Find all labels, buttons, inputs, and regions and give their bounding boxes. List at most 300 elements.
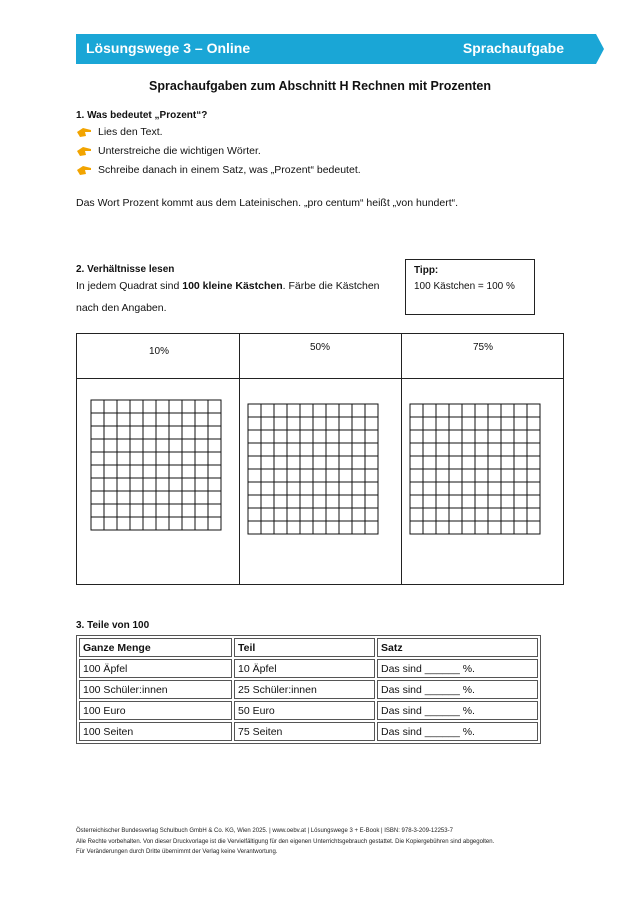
grid-cell[interactable] <box>143 439 156 452</box>
grid-cell[interactable] <box>514 521 527 534</box>
hundred-square-grid-3[interactable] <box>409 403 542 536</box>
grid-cell[interactable] <box>352 430 365 443</box>
grid-cell[interactable] <box>501 495 514 508</box>
grid-cell[interactable] <box>182 439 195 452</box>
hundred-square-grid-2[interactable] <box>247 403 380 536</box>
grid-cell[interactable] <box>248 482 261 495</box>
grid-cell[interactable] <box>501 417 514 430</box>
grid-cell[interactable] <box>514 482 527 495</box>
grid-cell[interactable] <box>527 495 540 508</box>
grid-cell[interactable] <box>436 456 449 469</box>
grid-cell[interactable] <box>195 426 208 439</box>
grid-cell[interactable] <box>352 456 365 469</box>
grid-cell[interactable] <box>313 443 326 456</box>
grid-cell[interactable] <box>436 443 449 456</box>
grid-cell[interactable] <box>130 400 143 413</box>
grid-cell[interactable] <box>104 400 117 413</box>
grid-cell[interactable] <box>501 443 514 456</box>
grid-cell[interactable] <box>261 417 274 430</box>
grid-cell[interactable] <box>501 521 514 534</box>
grid-cell[interactable] <box>156 491 169 504</box>
grid-cell[interactable] <box>436 404 449 417</box>
grid-cell[interactable] <box>248 404 261 417</box>
grid-cell[interactable] <box>514 417 527 430</box>
grid-cell[interactable] <box>274 482 287 495</box>
grid-cell[interactable] <box>326 508 339 521</box>
grid-cell[interactable] <box>182 491 195 504</box>
grid-cell[interactable] <box>462 482 475 495</box>
grid-cell[interactable] <box>436 469 449 482</box>
grid-cell[interactable] <box>410 482 423 495</box>
grid-cell[interactable] <box>261 482 274 495</box>
grid-cell[interactable] <box>352 521 365 534</box>
grid-cell[interactable] <box>365 443 378 456</box>
grid-cell[interactable] <box>339 521 352 534</box>
grid-cell[interactable] <box>423 404 436 417</box>
grid-cell[interactable] <box>352 443 365 456</box>
grid-cell[interactable] <box>143 491 156 504</box>
grid-cell[interactable] <box>261 495 274 508</box>
grid-cell[interactable] <box>300 443 313 456</box>
grid-cell[interactable] <box>501 482 514 495</box>
grid-cell[interactable] <box>195 439 208 452</box>
grid-cell[interactable] <box>462 456 475 469</box>
grid-cell[interactable] <box>326 456 339 469</box>
grid-cell[interactable] <box>208 426 221 439</box>
grid-cell[interactable] <box>248 508 261 521</box>
grid-cell[interactable] <box>287 482 300 495</box>
grid-cell[interactable] <box>182 400 195 413</box>
grid-cell[interactable] <box>410 508 423 521</box>
grid-cell[interactable] <box>410 495 423 508</box>
grid-cell[interactable] <box>527 404 540 417</box>
grid-cell[interactable] <box>410 469 423 482</box>
grid-cell[interactable] <box>169 478 182 491</box>
grid-cell[interactable] <box>156 426 169 439</box>
grid-cell[interactable] <box>436 482 449 495</box>
table-cell[interactable]: Das sind ______ %. <box>377 701 538 720</box>
grid-cell[interactable] <box>261 521 274 534</box>
grid-cell[interactable] <box>182 452 195 465</box>
grid-cell[interactable] <box>182 413 195 426</box>
grid-cell[interactable] <box>248 469 261 482</box>
grid-cell[interactable] <box>274 443 287 456</box>
grid-cell[interactable] <box>156 439 169 452</box>
grid-cell[interactable] <box>130 439 143 452</box>
grid-cell[interactable] <box>130 491 143 504</box>
grid-cell[interactable] <box>339 508 352 521</box>
grid-cell[interactable] <box>449 521 462 534</box>
grid-cell[interactable] <box>91 504 104 517</box>
grid-cell[interactable] <box>143 465 156 478</box>
grid-cell[interactable] <box>274 495 287 508</box>
grid-cell[interactable] <box>248 495 261 508</box>
grid-cell[interactable] <box>156 400 169 413</box>
grid-cell[interactable] <box>352 417 365 430</box>
grid-cell[interactable] <box>261 430 274 443</box>
grid-cell[interactable] <box>488 469 501 482</box>
grid-cell[interactable] <box>475 482 488 495</box>
grid-cell[interactable] <box>195 400 208 413</box>
grid-cell[interactable] <box>423 430 436 443</box>
grid-cell[interactable] <box>91 413 104 426</box>
grid-cell[interactable] <box>527 469 540 482</box>
grid-cell[interactable] <box>462 495 475 508</box>
grid-cell[interactable] <box>130 504 143 517</box>
grid-cell[interactable] <box>423 443 436 456</box>
grid-cell[interactable] <box>449 508 462 521</box>
grid-cell[interactable] <box>130 465 143 478</box>
grid-cell[interactable] <box>274 417 287 430</box>
grid-cell[interactable] <box>261 469 274 482</box>
grid-cell[interactable] <box>143 517 156 530</box>
grid-cell[interactable] <box>352 508 365 521</box>
grid-cell[interactable] <box>339 482 352 495</box>
grid-cell[interactable] <box>501 430 514 443</box>
grid-cell[interactable] <box>274 456 287 469</box>
grid-cell[interactable] <box>169 439 182 452</box>
grid-cell[interactable] <box>514 469 527 482</box>
grid-cell[interactable] <box>339 469 352 482</box>
grid-cell[interactable] <box>274 508 287 521</box>
grid-cell[interactable] <box>300 456 313 469</box>
grid-cell[interactable] <box>130 426 143 439</box>
grid-cell[interactable] <box>274 521 287 534</box>
grid-cell[interactable] <box>488 417 501 430</box>
grid-cell[interactable] <box>91 465 104 478</box>
grid-cell[interactable] <box>208 504 221 517</box>
grid-cell[interactable] <box>475 456 488 469</box>
grid-cell[interactable] <box>156 452 169 465</box>
grid-cell[interactable] <box>365 456 378 469</box>
grid-cell[interactable] <box>423 521 436 534</box>
grid-cell[interactable] <box>527 417 540 430</box>
grid-cell[interactable] <box>248 430 261 443</box>
grid-cell[interactable] <box>488 456 501 469</box>
grid-cell[interactable] <box>313 482 326 495</box>
grid-cell[interactable] <box>287 495 300 508</box>
grid-cell[interactable] <box>182 517 195 530</box>
grid-cell[interactable] <box>117 517 130 530</box>
grid-cell[interactable] <box>182 504 195 517</box>
grid-cell[interactable] <box>169 465 182 478</box>
grid-cell[interactable] <box>449 417 462 430</box>
grid-cell[interactable] <box>287 430 300 443</box>
grid-cell[interactable] <box>143 400 156 413</box>
grid-cell[interactable] <box>475 417 488 430</box>
grid-cell[interactable] <box>352 469 365 482</box>
grid-cell[interactable] <box>326 469 339 482</box>
grid-cell[interactable] <box>274 404 287 417</box>
grid-cell[interactable] <box>91 478 104 491</box>
grid-cell[interactable] <box>410 404 423 417</box>
grid-cell[interactable] <box>449 430 462 443</box>
grid-cell[interactable] <box>475 495 488 508</box>
grid-cell[interactable] <box>261 508 274 521</box>
grid-cell[interactable] <box>104 504 117 517</box>
grid-cell[interactable] <box>195 413 208 426</box>
grid-cell[interactable] <box>462 521 475 534</box>
grid-cell[interactable] <box>169 400 182 413</box>
grid-cell[interactable] <box>104 478 117 491</box>
grid-cell[interactable] <box>287 404 300 417</box>
grid-cell[interactable] <box>449 456 462 469</box>
grid-cell[interactable] <box>339 495 352 508</box>
grid-cell[interactable] <box>104 413 117 426</box>
grid-cell[interactable] <box>326 404 339 417</box>
grid-cell[interactable] <box>436 430 449 443</box>
grid-cell[interactable] <box>274 430 287 443</box>
grid-cell[interactable] <box>436 508 449 521</box>
grid-cell[interactable] <box>514 456 527 469</box>
grid-cell[interactable] <box>462 404 475 417</box>
grid-cell[interactable] <box>130 452 143 465</box>
grid-cell[interactable] <box>449 469 462 482</box>
grid-cell[interactable] <box>143 504 156 517</box>
grid-cell[interactable] <box>449 495 462 508</box>
grid-cell[interactable] <box>462 417 475 430</box>
grid-cell[interactable] <box>352 404 365 417</box>
grid-cell[interactable] <box>130 517 143 530</box>
grid-cell[interactable] <box>104 517 117 530</box>
grid-cell[interactable] <box>365 469 378 482</box>
grid-cell[interactable] <box>91 400 104 413</box>
grid-cell[interactable] <box>156 478 169 491</box>
grid-cell[interactable] <box>156 465 169 478</box>
grid-cell[interactable] <box>410 430 423 443</box>
grid-cell[interactable] <box>423 417 436 430</box>
grid-cell[interactable] <box>527 430 540 443</box>
grid-cell[interactable] <box>104 439 117 452</box>
grid-cell[interactable] <box>208 491 221 504</box>
grid-cell[interactable] <box>313 417 326 430</box>
grid-cell[interactable] <box>352 495 365 508</box>
grid-cell[interactable] <box>326 495 339 508</box>
grid-cell[interactable] <box>287 456 300 469</box>
grid-cell[interactable] <box>436 417 449 430</box>
grid-cell[interactable] <box>300 404 313 417</box>
grid-cell[interactable] <box>117 426 130 439</box>
grid-cell[interactable] <box>143 413 156 426</box>
grid-cell[interactable] <box>248 456 261 469</box>
grid-cell[interactable] <box>514 495 527 508</box>
grid-cell[interactable] <box>208 517 221 530</box>
grid-cell[interactable] <box>365 521 378 534</box>
grid-cell[interactable] <box>182 426 195 439</box>
grid-cell[interactable] <box>156 413 169 426</box>
grid-cell[interactable] <box>169 452 182 465</box>
grid-cell[interactable] <box>514 508 527 521</box>
grid-cell[interactable] <box>287 443 300 456</box>
hundred-square-grid-1[interactable] <box>90 399 223 532</box>
grid-cell[interactable] <box>117 439 130 452</box>
grid-cell[interactable] <box>195 517 208 530</box>
grid-cell[interactable] <box>208 452 221 465</box>
grid-cell[interactable] <box>462 508 475 521</box>
grid-cell[interactable] <box>91 439 104 452</box>
grid-cell[interactable] <box>117 465 130 478</box>
grid-cell[interactable] <box>91 517 104 530</box>
grid-cell[interactable] <box>326 443 339 456</box>
grid-cell[interactable] <box>300 495 313 508</box>
grid-cell[interactable] <box>410 456 423 469</box>
grid-cell[interactable] <box>117 400 130 413</box>
grid-cell[interactable] <box>514 443 527 456</box>
grid-cell[interactable] <box>300 482 313 495</box>
grid-cell[interactable] <box>436 495 449 508</box>
grid-cell[interactable] <box>339 430 352 443</box>
grid-cell[interactable] <box>462 469 475 482</box>
grid-cell[interactable] <box>423 495 436 508</box>
grid-cell[interactable] <box>365 495 378 508</box>
grid-cell[interactable] <box>287 521 300 534</box>
grid-cell[interactable] <box>423 456 436 469</box>
grid-cell[interactable] <box>313 508 326 521</box>
grid-cell[interactable] <box>117 491 130 504</box>
grid-cell[interactable] <box>527 456 540 469</box>
grid-cell[interactable] <box>104 491 117 504</box>
grid-cell[interactable] <box>182 478 195 491</box>
grid-cell[interactable] <box>488 404 501 417</box>
grid-cell[interactable] <box>410 521 423 534</box>
grid-cell[interactable] <box>475 443 488 456</box>
grid-cell[interactable] <box>117 504 130 517</box>
grid-cell[interactable] <box>248 521 261 534</box>
grid-cell[interactable] <box>488 443 501 456</box>
grid-cell[interactable] <box>501 508 514 521</box>
grid-cell[interactable] <box>104 452 117 465</box>
grid-cell[interactable] <box>501 404 514 417</box>
grid-cell[interactable] <box>514 430 527 443</box>
grid-cell[interactable] <box>261 404 274 417</box>
grid-cell[interactable] <box>313 495 326 508</box>
grid-cell[interactable] <box>462 430 475 443</box>
grid-cell[interactable] <box>208 478 221 491</box>
grid-cell[interactable] <box>117 452 130 465</box>
grid-cell[interactable] <box>339 404 352 417</box>
grid-cell[interactable] <box>423 469 436 482</box>
grid-cell[interactable] <box>527 521 540 534</box>
grid-cell[interactable] <box>339 417 352 430</box>
grid-cell[interactable] <box>339 456 352 469</box>
grid-cell[interactable] <box>527 508 540 521</box>
grid-cell[interactable] <box>208 400 221 413</box>
grid-cell[interactable] <box>501 469 514 482</box>
grid-cell[interactable] <box>365 417 378 430</box>
grid-cell[interactable] <box>195 465 208 478</box>
grid-cell[interactable] <box>208 413 221 426</box>
grid-cell[interactable] <box>313 430 326 443</box>
grid-cell[interactable] <box>195 478 208 491</box>
grid-cell[interactable] <box>287 469 300 482</box>
grid-cell[interactable] <box>248 417 261 430</box>
grid-cell[interactable] <box>423 482 436 495</box>
grid-cell[interactable] <box>436 521 449 534</box>
grid-cell[interactable] <box>313 469 326 482</box>
grid-cell[interactable] <box>300 417 313 430</box>
grid-cell[interactable] <box>169 426 182 439</box>
grid-cell[interactable] <box>104 465 117 478</box>
grid-cell[interactable] <box>365 482 378 495</box>
grid-cell[interactable] <box>514 404 527 417</box>
grid-cell[interactable] <box>475 404 488 417</box>
grid-cell[interactable] <box>287 417 300 430</box>
grid-cell[interactable] <box>156 517 169 530</box>
grid-cell[interactable] <box>130 478 143 491</box>
grid-cell[interactable] <box>475 508 488 521</box>
grid-cell[interactable] <box>352 482 365 495</box>
grid-cell[interactable] <box>527 443 540 456</box>
grid-cell[interactable] <box>169 504 182 517</box>
grid-cell[interactable] <box>300 508 313 521</box>
grid-cell[interactable] <box>261 443 274 456</box>
grid-cell[interactable] <box>195 452 208 465</box>
grid-cell[interactable] <box>449 482 462 495</box>
grid-cell[interactable] <box>501 456 514 469</box>
grid-cell[interactable] <box>488 521 501 534</box>
grid-cell[interactable] <box>527 482 540 495</box>
grid-cell[interactable] <box>326 417 339 430</box>
table-cell[interactable]: Das sind ______ %. <box>377 659 538 678</box>
grid-cell[interactable] <box>143 478 156 491</box>
grid-cell[interactable] <box>410 417 423 430</box>
grid-cell[interactable] <box>169 413 182 426</box>
grid-cell[interactable] <box>117 413 130 426</box>
grid-cell[interactable] <box>91 491 104 504</box>
grid-cell[interactable] <box>195 491 208 504</box>
grid-cell[interactable] <box>287 508 300 521</box>
grid-cell[interactable] <box>410 443 423 456</box>
grid-cell[interactable] <box>313 404 326 417</box>
grid-cell[interactable] <box>169 491 182 504</box>
grid-cell[interactable] <box>313 456 326 469</box>
grid-cell[interactable] <box>208 465 221 478</box>
grid-cell[interactable] <box>365 430 378 443</box>
grid-cell[interactable] <box>488 430 501 443</box>
grid-cell[interactable] <box>326 482 339 495</box>
table-cell[interactable]: Das sind ______ %. <box>377 680 538 699</box>
grid-cell[interactable] <box>143 426 156 439</box>
grid-cell[interactable] <box>248 443 261 456</box>
grid-cell[interactable] <box>326 521 339 534</box>
grid-cell[interactable] <box>313 521 326 534</box>
grid-cell[interactable] <box>326 430 339 443</box>
grid-cell[interactable] <box>143 452 156 465</box>
grid-cell[interactable] <box>300 521 313 534</box>
grid-cell[interactable] <box>339 443 352 456</box>
grid-cell[interactable] <box>300 430 313 443</box>
grid-cell[interactable] <box>488 482 501 495</box>
grid-cell[interactable] <box>156 504 169 517</box>
grid-cell[interactable] <box>462 443 475 456</box>
grid-cell[interactable] <box>449 404 462 417</box>
grid-cell[interactable] <box>488 495 501 508</box>
grid-cell[interactable] <box>91 452 104 465</box>
grid-cell[interactable] <box>91 426 104 439</box>
grid-cell[interactable] <box>475 521 488 534</box>
grid-cell[interactable] <box>449 443 462 456</box>
grid-cell[interactable] <box>195 504 208 517</box>
grid-cell[interactable] <box>475 430 488 443</box>
grid-cell[interactable] <box>300 469 313 482</box>
grid-cell[interactable] <box>169 517 182 530</box>
grid-cell[interactable] <box>208 439 221 452</box>
grid-cell[interactable] <box>365 404 378 417</box>
grid-cell[interactable] <box>261 456 274 469</box>
grid-cell[interactable] <box>365 508 378 521</box>
grid-cell[interactable] <box>274 469 287 482</box>
table-cell[interactable]: Das sind ______ %. <box>377 722 538 741</box>
